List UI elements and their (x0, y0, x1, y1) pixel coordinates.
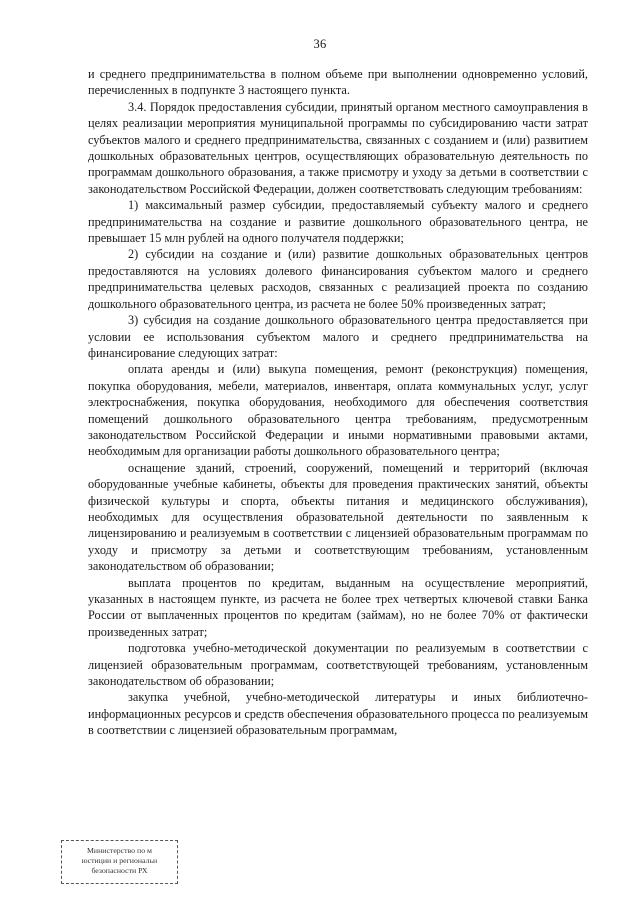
registration-stamp (61, 840, 178, 884)
stamp-line-3: безопасности РХ (91, 866, 148, 875)
paragraph-6: оплата аренды и (или) выкупа помещения, ремонт (реконструкция) помещения, покупка оборудования, мебели, материалов, инвентаря, оплата коммунальных услуг, услуг электроснабжения, покупка оборудования, необходимого для обеспечения соответствия помещений дошкольного образовательного центра требованиям, предусмотренным законодательством Российской Федерации и иными нормативными правовыми актами, необходимым для организации работы дошкольного образовательного центра; (88, 362, 588, 459)
paragraph-1: и среднего предпринимательства в полном объеме при выполнении одновременно условий, перечисленных в подпункте 3 настоящего пункта. (88, 67, 588, 98)
document-body (88, 66, 588, 739)
paragraph-2: 3.4. Порядок предоставления субсидии, принятый органом местного самоуправления в целях реализации мероприятия муниципальной программы по субсидированию части затрат субъектов малого и среднего предпринимательства, связанных с созданием и (или) развитием дошкольных образовательных центров, осуществляющих образовательную деятельность по программам дошкольного образования, а также присмотру и уходу за детьми в соответствии с законодательством Российской Федерации, должен соответствовать следующим требованиям: (88, 99, 588, 196)
paragraph-9: подготовка учебно-методической документации по реализуемым в соответствии с лицензией образовательным программам, соответствующей требованиям, установленным законодательством об образовании; (88, 641, 588, 689)
paragraph-7: оснащение зданий, строений, сооружений, помещений и территорий (включая оборудованные учебные кабинеты, объекты для проведения практических занятий, объекты физической культуры и спорта, объекты питания и медицинского обслуживания), необходимых для осуществления образовательной деятельности по заявленным к лицензированию и реализуемым в соответствии с лицензией образовательным программам по уходу и присмотру за детьми и соответствующим требованиям, установленным законодательством об образовании; (88, 460, 588, 574)
paragraph-4: 2) субсидии на создание и (или) развитие дошкольных образовательных центров предоставляются на условиях долевого финансирования субъектом малого и среднего предпринимательства целевых расходов, связанных с реализацией проекта по созданию дошкольного образовательного центра, из расчета не более 50% произведенных затрат; (88, 247, 588, 311)
paragraph-5: 3) субсидия на создание дошкольного образовательного центра предоставляется при условии ее использования субъектом малого и среднего предпринимательства на финансирование следующих затрат: (88, 313, 588, 360)
stamp-line-2: юстиции и региональн (81, 856, 158, 865)
page-number: 36 (313, 37, 327, 51)
paragraph-8: выплата процентов по кредитам, выданным на осуществление мероприятий, указанных в настоящем пункте, из расчета не более трех четвертых ключевой ставки Банка России от выплаченных процентов по кредитам (займам), но не более 70% от фактически произведенных затрат; (88, 575, 588, 639)
paragraph-3: 1) максимальный размер субсидии, предоставляемый субъекту малого и среднего предпринимательства на создание и развитие дошкольного образовательного центра, не превышает 15 млн рублей на одного получателя поддержки; (88, 198, 588, 246)
stamp-line-1: Министерство по м (87, 846, 152, 855)
paragraph-10: закупка учебной, учебно-методической литературы и иных библиотечно-информационных ресурсов и средств обеспечения образовательного процесса по реализуемым в соответствии с лицензией образовательным программам, (88, 690, 588, 738)
